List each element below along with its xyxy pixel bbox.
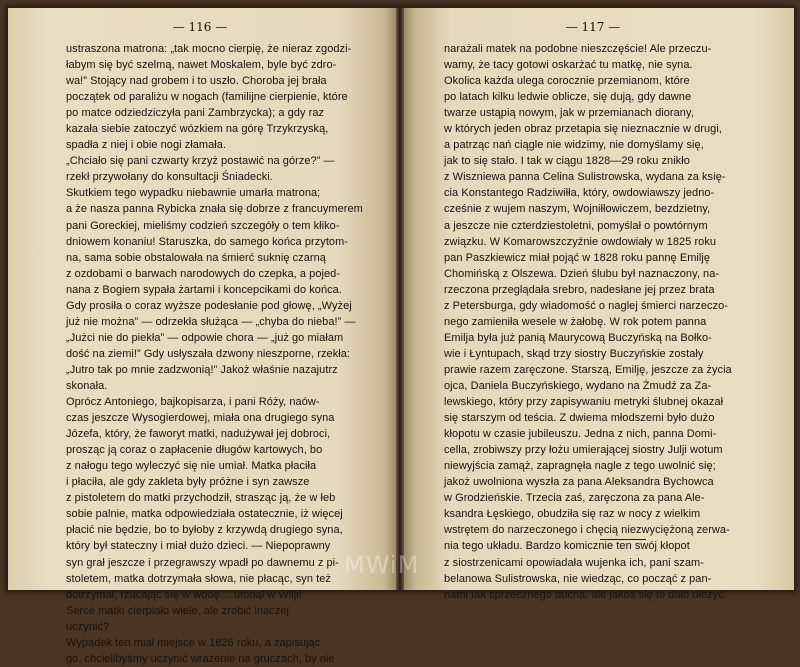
text-line: się starszym od teścia. Z dwiema młodszemi było dużo: [444, 412, 715, 425]
text-line: po latach kilku ledwie oblicze, się dują, gdy dawne: [444, 91, 692, 104]
text-line: pani Goreckiej, mieliśmy codzień szczegóły o tem kłiko-: [66, 219, 340, 232]
text-line: kłopotu w czasie jubileuszu. Jedna z nich, panna Domi-: [444, 428, 717, 441]
text-line: skonała.: [66, 379, 108, 392]
text-line: płacić nie będzie, bo to byłoby z krzywdą drugiego syna,: [66, 524, 343, 537]
text-line: ksandra Łęskiego, obudziła się raz w nocy z wielkim: [444, 508, 701, 521]
text-line: prawie razem zaręczone. Starszą, Emilję, jeszcze za życia: [444, 363, 732, 376]
text-line: nia tego układu. Bardzo komicznie ten swój kłopot: [444, 540, 690, 553]
text-line: cia Konstantego Radziwiłła, który, owdowiawszy jedno-: [444, 187, 715, 200]
left-page-text: [66, 41, 384, 667]
text-line: dotrzymał, rzucając się w wodę… utonął w Wilji!: [66, 588, 302, 601]
text-line: z pistoletem do matki przychodził, strasząc ją, że w łeb: [66, 492, 336, 505]
text-line: kazała siebie zatoczyć wózkiem na górę Trzykrzyską,: [66, 123, 329, 136]
text-line: prosząc ją coraz o zapłacenie długów kartowych, bo: [66, 444, 323, 457]
text-line: a patrząc nań ciągle nie widzimy, nie domyślamy się,: [444, 139, 704, 152]
page-number-left: — 116 —: [172, 20, 228, 34]
text-line: nana z Bogiem sypała żartami i koncepcikami do końca.: [66, 283, 342, 296]
text-line: ojca, Daniela Buczyńskiego, wydano na Żmudź za Za-: [444, 379, 712, 392]
text-line: niewyjścia zamąż, zapragnęła nagle z tego uwolnić się;: [444, 460, 716, 473]
text-line: lewskiego, który przy zapisywaniu metryki ślubnej okazał: [444, 396, 724, 409]
text-line: ustraszona matrona: „tak mocno cierpię, że nieraz zgodzi-: [66, 43, 352, 55]
text-line: dniowem konaniu! Staruszka, do samego końca przytom-: [66, 235, 349, 248]
text-line: z ozdobami o barwach narodowych do czepka, a pojed-: [66, 267, 341, 280]
page-number-right: — 117 —: [565, 20, 621, 34]
text-line: belanowa Sulistrowska, nie wiedząc, co począć z pan-: [444, 572, 712, 585]
text-line: jakoż uwolniona wyszła za pana Aleksandra Bychowca: [444, 476, 714, 489]
text-line: cześnie z wujem naszym, Wojniłłowiczem, bezdzietny,: [444, 203, 711, 216]
text-line: spadła z niej i obie nogi złamała.: [66, 139, 227, 152]
text-line: cella, zrobiwszy przy łożu umierającej siostry Julji wotum: [444, 444, 723, 457]
text-line: który był stateczny i miał dużo dzieci. — Niepoprawny: [66, 540, 331, 553]
text-line: z siostrzenicami opowiadała wujenka ich, pani szam-: [444, 556, 704, 569]
text-line: Gdy prosiła o coraz wyższe podesłanie pod głowę, „Wyżej: [66, 299, 352, 312]
text-line: Wypadek ten miał miejsce w 1826 roku, a zapisując: [66, 636, 321, 649]
text-line: go, chcielibyśmy uczynić wrażenie na gruczach, by nie: [66, 652, 335, 665]
text-line: z Wiszniewa panna Celina Sulistrowska, wydana za księ-: [444, 171, 726, 184]
text-line: „Jutro tak po mnie zadzwonią!” Jakoż właśnie nazajutrz: [66, 363, 338, 376]
text-line: łabym się być szelmą, nawet Moskalem, byle być zdro-: [66, 59, 337, 72]
text-line: stoletem, matka dotrzymała słowa, nie płacąc, syn też: [66, 572, 331, 585]
text-line: w Grodzieńskie. Trzecia zaś, zaręczona za pana Ale-: [444, 492, 705, 505]
text-line: Emilja była już panią Maurycową Buczyńską na Bołko-: [444, 331, 712, 344]
text-line: związku. W Komarowszczyźnie owdowiały w 1825 roku: [444, 235, 717, 248]
text-line: dość na ziemi!” Gdy usłyszała dzwony nieszporne, rzekła:: [66, 347, 351, 360]
text-line: nego zamieniła wesele w żałobę. W rok potem panna: [444, 315, 707, 328]
text-line: Chomińską z Olszewa. Dzień ślubu był naznaczony, na-: [444, 267, 720, 280]
text-line: „Chciało się pani czwarty krzyż postawić na górze?” —: [66, 155, 335, 168]
text-line: narażali matek na podobne nieszczęście! Ale przeczu-: [444, 43, 712, 55]
text-line: nami tak sprzecznego ducha, ale jakoś się to dało ułożyć.: [444, 588, 727, 601]
left-page: [8, 8, 396, 665]
text-line: jak to się stało. I tak w ciągu 1828—29 roku znikło: [444, 155, 690, 168]
book-spread: [6, 6, 796, 665]
watermark: MWiM: [344, 551, 420, 579]
text-line: Józefa, który, że faworyt matki, nadużywał jej dobroci,: [66, 428, 331, 441]
text-line: a że nasza panna Rybicka znała się dobrze z francuymerem: [66, 203, 363, 216]
text-line: z Petersburga, gdy wiadomość o naglej śmierci narzeczo-: [444, 299, 728, 312]
text-line: wie i Łyntupach, skąd trzy siostry Buczyńskie zostały: [444, 347, 704, 360]
text-line: Skutkiem tego wypadku niebawnie umarła matrona;: [66, 187, 321, 200]
text-line: Oprócz Antoniego, bajkopisarza, i pani Róży, naów-: [66, 396, 320, 409]
text-line: sobie palnie, matka odpowiedziała ostatecznie, iż więcej: [66, 508, 343, 521]
text-line: i płaciła, ale gdy zakleta były próżne i syn zawsze: [66, 476, 310, 489]
text-line: już nie można” — odrzekła służąca — „chyba do nieba!” —: [66, 315, 356, 328]
text-line: rzeczona przeglądała srebro, nadesłane jej przez brata: [444, 283, 715, 296]
text-line: twarze ustąpią nowym, jak w przemianach diorany,: [444, 107, 694, 120]
text-line: czas jeszcze Wysogierdowej, miała ona drugiego syna: [66, 412, 335, 425]
text-line: wstrętem do narzeczonego i chęcią niezwyciężoną zerwa-: [444, 524, 730, 537]
text-line: początek od paraliżu w nogach (familijne cierpienie, które: [66, 91, 348, 104]
text-line: po matce odziedziczyła pani Zambrzycka); a gdy raz: [66, 107, 325, 120]
text-line: wa!” Stojący nad grobem i to uszło. Choroba jej brała: [66, 75, 327, 88]
text-line: pan Paszkiewicz miał pojąć w 1828 roku pannę Emilję: [444, 251, 711, 264]
text-line: a jeszcze nie czterdziestoletni, pomyślał o powtórnym: [444, 219, 708, 232]
right-page: [404, 8, 794, 601]
text-line: syn grał jeszcze i przegrawszy wpadł po dawnemu z pi-: [66, 556, 339, 569]
text-line: rzekł przywołany do konsultacji Śniadecki.: [66, 171, 273, 184]
text-line: Serce matki cierpiało wiele, ale zrobić inaczej: [66, 604, 290, 617]
text-line: w których jeden obraz przetapia się nieznacznie w drugi,: [444, 123, 722, 136]
text-line: z nałogu tego wyleczyć się nie umiał. Matka płaciła: [66, 460, 317, 473]
text-line: „Jużci nie do piekła” — odpowie chora — „już go miałam: [66, 331, 344, 344]
text-line: Okolica każda ulega corocznie przemianom, które: [444, 75, 690, 88]
right-page-text: [444, 41, 766, 603]
text-line: uczynić?: [66, 620, 110, 633]
text-line: na, sama sobie obstalowała na śmierć suknię czarną: [66, 251, 326, 264]
book-gutter: [396, 8, 404, 590]
text-line: wamy, że tacy gotowi oskarżać tu matkę, nie syna.: [444, 59, 693, 72]
section-divider: [600, 539, 646, 540]
